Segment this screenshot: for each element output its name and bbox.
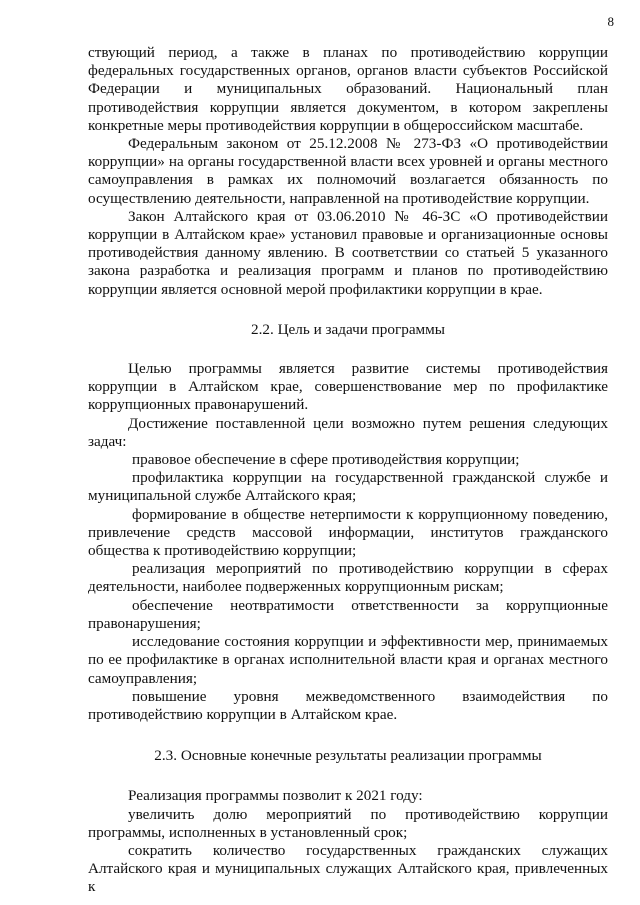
- section-heading-2-2: 2.2. Цель и задачи программы: [251, 320, 445, 338]
- list-item: обеспечение неотвратимости ответственности за коррупционные правонарушения;: [88, 596, 608, 632]
- paragraph: ствующий период, а также в планах по противодействию коррупции федеральных государственных органов, органов власти субъектов Российской Федерации и муниципальных образований. Национальный план противодействия коррупции является документом, в котором закреплены конкретные меры противодействия коррупции в общероссийском масштабе.: [88, 44, 608, 134]
- paragraph: Закон Алтайского края от 03.06.2010 № 46-ЗС «О противодействии коррупции в Алтайском крае» установил правовые и организационные основы противодействия данному явлению. В соответствии со статьей 5 указанного закона разработка и реализация программ и планов по противодействию коррупции является основной мерой профилактики коррупции в крае.: [88, 207, 608, 298]
- list-item: формирование в обществе нетерпимости к коррупционному поведению, привлечение средств массовой информации, институтов гражданского общества к противодействию коррупции;: [88, 505, 608, 560]
- list-item: правовое обеспечение в сфере противодействия коррупции;: [132, 451, 520, 469]
- list-item: увеличить долю мероприятий по противодействию коррупции программы, исполненных в установленный срок;: [88, 805, 608, 841]
- list-item: реализация мероприятий по противодействию коррупции в сферах деятельности, наиболее подверженных коррупционным рискам;: [88, 560, 608, 596]
- paragraph: Достижение поставленной цели возможно путем решения следующих задач:: [88, 414, 608, 450]
- page-number: 8: [607, 14, 614, 29]
- paragraph: Реализация программы позволит к 2021 году:: [128, 787, 423, 805]
- list-item: сократить количество государственных гражданских служащих Алтайского края и муниципальных служащих Алтайского края, привлеченных к: [88, 841, 608, 896]
- document-body: [88, 44, 608, 897]
- list-item: профилактика коррупции на государственной гражданской службе и муниципальной службе Алтайского края;: [88, 469, 608, 505]
- paragraph: Целью программы является развитие системы противодействия коррупции в Алтайском крае, совершенствование мер по профилактике коррупционных правонарушений.: [88, 360, 608, 414]
- section-heading-2-3: 2.3. Основные конечные результаты реализации программы: [154, 747, 542, 765]
- list-item: повышение уровня межведомственного взаимодействия по противодействию коррупции в Алтайском крае.: [88, 687, 608, 723]
- paragraph: Федеральным законом от 25.12.2008 № 273-ФЗ «О противодействии коррупции» на органы государственной власти всех уровней и органы местного самоуправления в рамках их полномочий возлагается обязанность по осуществлению деятельности, направленной на противодействие коррупции.: [88, 135, 608, 207]
- list-item: исследование состояния коррупции и эффективности мер, принимаемых по ее профилактике в органах исполнительной власти края и органах местного самоуправления;: [88, 633, 608, 687]
